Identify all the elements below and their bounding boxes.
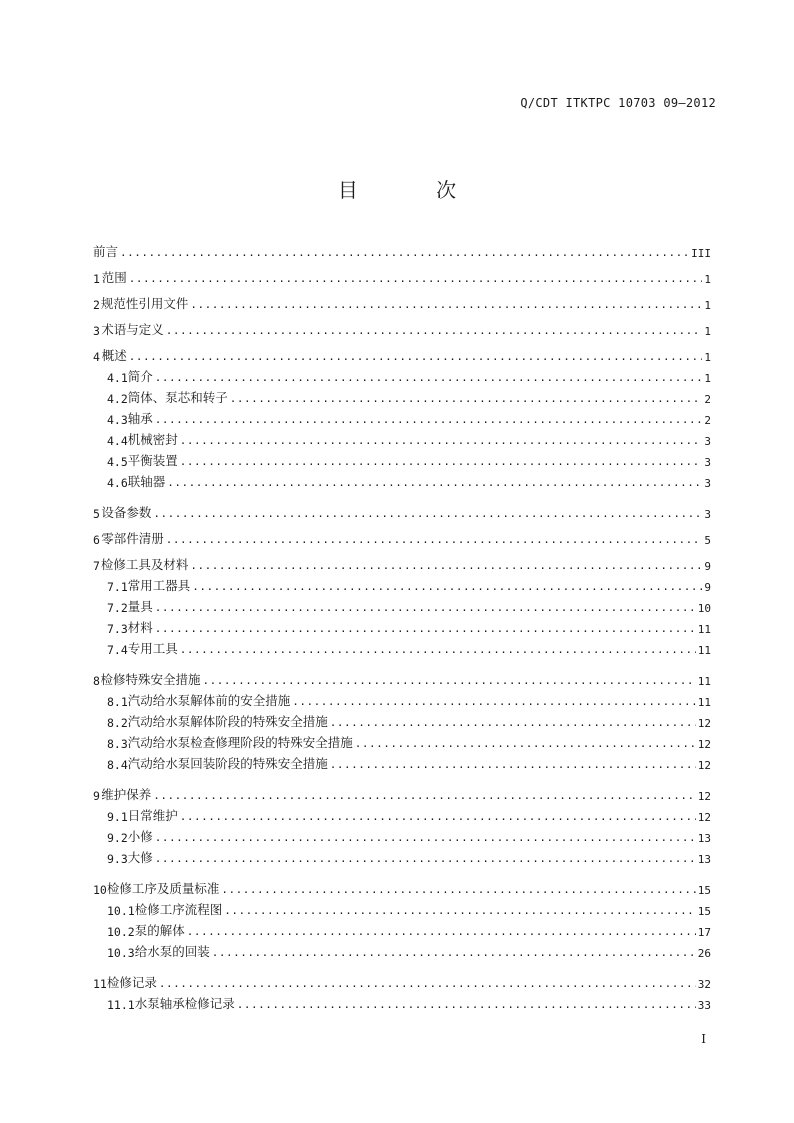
toc-page-number: 15 xyxy=(697,905,711,918)
toc-section-number: 10.2 xyxy=(107,925,135,939)
toc-page-number: 15 xyxy=(697,884,711,897)
toc-page-number: 10 xyxy=(697,602,711,615)
toc-dot-leader xyxy=(155,623,696,634)
toc-section-title: 量具 xyxy=(127,599,153,614)
toc-entry[interactable] xyxy=(93,991,711,1012)
toc-section-title: 平衡装置 xyxy=(127,453,178,468)
page-number: I xyxy=(701,1032,706,1046)
toc-dot-leader xyxy=(129,351,703,362)
toc-page-number: 12 xyxy=(697,759,711,772)
toc-entry[interactable] xyxy=(93,547,711,573)
toc-section-title: 给水泵的回装 xyxy=(134,944,210,959)
toc-section-number: 4 xyxy=(93,350,100,364)
toc-entry[interactable] xyxy=(93,939,711,960)
toc-entry[interactable] xyxy=(93,918,711,939)
toc-dot-leader xyxy=(155,414,703,425)
toc-section-title: 汽动给水泵回装阶段的特殊安全措施 xyxy=(127,756,328,771)
toc-section-title: 检修工序及质量标准 xyxy=(106,881,220,896)
toc-dot-leader xyxy=(221,884,695,895)
toc-dot-leader xyxy=(203,675,696,686)
toc-section-title: 泵的解体 xyxy=(134,923,185,938)
toc-section-number: 3 xyxy=(93,324,100,338)
toc-entry[interactable] xyxy=(93,427,711,448)
toc-page-number: 11 xyxy=(697,696,711,709)
toc-entry[interactable] xyxy=(93,662,711,688)
toc-section-number: 7.1 xyxy=(107,580,128,594)
toc-dot-leader xyxy=(187,926,696,937)
toc-entry[interactable] xyxy=(93,615,711,636)
toc-dot-leader xyxy=(180,435,703,446)
toc-entry[interactable] xyxy=(93,730,711,751)
toc-page-number: 11 xyxy=(697,623,711,636)
toc-dot-leader xyxy=(190,299,702,310)
toc-section-number: 4.3 xyxy=(107,413,128,427)
toc-dot-leader xyxy=(120,247,689,258)
toc-dot-leader xyxy=(166,325,703,336)
toc-section-title: 检修特殊安全措施 xyxy=(100,672,201,687)
toc-section-number: 11.1 xyxy=(107,998,135,1012)
toc-page-number: 12 xyxy=(697,717,711,730)
toc-dot-leader xyxy=(153,790,695,801)
toc-section-title: 水泵轴承检修记录 xyxy=(134,996,235,1011)
toc-section-title: 机械密封 xyxy=(127,432,178,447)
toc-section-title: 零部件清册 xyxy=(101,531,164,546)
toc-section-number: 2 xyxy=(93,298,100,312)
toc-entry[interactable] xyxy=(93,573,711,594)
toc-section-title: 规范性引用文件 xyxy=(100,296,189,311)
toc-section-number: 8.3 xyxy=(107,737,128,751)
toc-section-title: 设备参数 xyxy=(101,505,152,520)
toc-section-title: 轴承 xyxy=(127,411,153,426)
toc-page-number: 5 xyxy=(704,534,711,547)
toc-page-number: 1 xyxy=(704,273,711,286)
toc-section-title: 简介 xyxy=(127,369,153,384)
toc-entry[interactable] xyxy=(93,845,711,866)
toc-section-number: 8.2 xyxy=(107,716,128,730)
toc-section-number: 11 xyxy=(93,977,107,991)
toc-page-number: 32 xyxy=(697,978,711,991)
toc-entry[interactable] xyxy=(93,385,711,406)
toc-entry[interactable] xyxy=(93,495,711,521)
toc-section-title: 大修 xyxy=(127,850,153,865)
toc-section-title: 前言 xyxy=(93,244,119,259)
toc-section-number: 5 xyxy=(93,507,100,521)
toc-dot-leader xyxy=(155,602,696,613)
toc-entry[interactable] xyxy=(93,777,711,803)
toc-entry[interactable] xyxy=(93,338,711,364)
toc-entry[interactable] xyxy=(93,803,711,824)
toc-section-number: 8 xyxy=(93,674,100,688)
toc-dot-leader xyxy=(167,477,702,488)
toc-entry[interactable] xyxy=(93,871,711,897)
toc-dot-leader xyxy=(237,999,696,1010)
toc-section-title: 材料 xyxy=(127,620,153,635)
table-of-contents xyxy=(93,238,711,1012)
toc-section-title: 小修 xyxy=(127,829,153,844)
toc-entry[interactable] xyxy=(93,965,711,991)
toc-page-number: 3 xyxy=(704,508,711,521)
toc-entry[interactable] xyxy=(93,709,711,730)
toc-entry[interactable] xyxy=(93,286,711,312)
toc-page-number: 1 xyxy=(704,372,711,385)
toc-dot-leader xyxy=(180,811,696,822)
toc-section-title: 汽动给水泵检查修理阶段的特殊安全措施 xyxy=(127,735,353,750)
toc-page-number: 3 xyxy=(704,435,711,448)
toc-dot-leader xyxy=(155,832,696,843)
toc-section-title: 日常维护 xyxy=(127,808,178,823)
page-title: 目 次 xyxy=(337,178,493,202)
toc-section-number: 4.5 xyxy=(107,455,128,469)
toc-page-number: 1 xyxy=(704,325,711,338)
toc-section-number: 10.1 xyxy=(107,904,135,918)
toc-section-number: 8.4 xyxy=(107,758,128,772)
toc-dot-leader xyxy=(330,759,696,770)
toc-page-number: 12 xyxy=(697,790,711,803)
toc-section-number: 7.2 xyxy=(107,601,128,615)
toc-section-title: 常用工器具 xyxy=(127,578,191,593)
toc-page-number: 3 xyxy=(704,477,711,490)
toc-section-title: 检修工具及材料 xyxy=(100,557,189,572)
toc-section-number: 7.3 xyxy=(107,622,128,636)
toc-dot-leader xyxy=(192,581,702,592)
toc-section-number: 1 xyxy=(93,272,100,286)
toc-dot-leader xyxy=(212,947,696,958)
toc-page-number: 13 xyxy=(697,853,711,866)
toc-section-title: 检修记录 xyxy=(106,975,157,990)
toc-section-number: 9 xyxy=(93,789,100,803)
toc-page-number: 9 xyxy=(704,581,711,594)
toc-page-number: 3 xyxy=(704,456,711,469)
toc-section-title: 联轴器 xyxy=(127,474,166,489)
toc-entry[interactable] xyxy=(93,364,711,385)
toc-page-number: 26 xyxy=(697,947,711,960)
toc-section-number: 4.1 xyxy=(107,371,128,385)
toc-section-number: 4.2 xyxy=(107,392,128,406)
toc-entry[interactable] xyxy=(93,636,711,657)
toc-dot-leader xyxy=(180,456,703,467)
toc-page-number: III xyxy=(691,247,711,260)
toc-entry[interactable] xyxy=(93,312,711,338)
toc-dot-leader xyxy=(330,717,696,728)
toc-dot-leader xyxy=(190,560,702,571)
toc-entry[interactable] xyxy=(93,260,711,286)
toc-section-number: 9.3 xyxy=(107,852,128,866)
toc-page-number: 13 xyxy=(697,832,711,845)
toc-section-title: 专用工具 xyxy=(127,641,178,656)
toc-dot-leader xyxy=(153,508,702,519)
toc-dot-leader xyxy=(159,978,696,989)
toc-dot-leader xyxy=(155,372,703,383)
toc-section-title: 维护保养 xyxy=(101,787,152,802)
toc-section-number: 4.6 xyxy=(107,476,128,490)
toc-entry[interactable] xyxy=(93,751,711,772)
toc-dot-leader xyxy=(355,738,696,749)
toc-entry[interactable] xyxy=(93,469,711,490)
toc-dot-leader xyxy=(224,905,696,916)
toc-section-title: 汽动给水泵解体阶段的特殊安全措施 xyxy=(127,714,328,729)
toc-section-number: 10 xyxy=(93,883,107,897)
toc-page-number: 11 xyxy=(697,644,711,657)
toc-entry[interactable] xyxy=(93,521,711,547)
toc-page-number: 2 xyxy=(704,414,711,427)
toc-section-title: 术语与定义 xyxy=(101,322,164,337)
toc-page-number: 12 xyxy=(697,738,711,751)
toc-page-number: 12 xyxy=(697,811,711,824)
toc-dot-leader xyxy=(166,534,703,545)
toc-dot-leader xyxy=(230,393,703,404)
toc-page-number: 1 xyxy=(704,351,711,364)
toc-section-title: 概述 xyxy=(101,348,127,363)
toc-entry[interactable] xyxy=(93,406,711,427)
toc-section-number: 7 xyxy=(93,559,100,573)
toc-section-number: 9.1 xyxy=(107,810,128,824)
toc-dot-leader xyxy=(292,696,695,707)
toc-section-number: 6 xyxy=(93,533,100,547)
toc-section-number: 7.4 xyxy=(107,643,128,657)
toc-entry[interactable] xyxy=(93,448,711,469)
toc-section-number: 9.2 xyxy=(107,831,128,845)
toc-dot-leader xyxy=(155,853,696,864)
toc-page-number: 2 xyxy=(704,393,711,406)
toc-dot-leader xyxy=(129,273,703,284)
toc-section-number: 4.4 xyxy=(107,434,128,448)
toc-section-number: 8.1 xyxy=(107,695,128,709)
toc-dot-leader xyxy=(180,644,696,655)
toc-page-number: 33 xyxy=(697,999,711,1012)
document-code: Q/CDT ITKTPC 10703 09—2012 xyxy=(520,96,716,110)
toc-entry[interactable] xyxy=(93,594,711,615)
toc-page-number: 11 xyxy=(697,675,711,688)
toc-entry[interactable] xyxy=(93,824,711,845)
toc-page-number: 1 xyxy=(704,299,711,312)
toc-entry[interactable] xyxy=(93,688,711,709)
toc-page-number: 9 xyxy=(704,560,711,573)
toc-section-title: 汽动给水泵解体前的安全措施 xyxy=(127,693,291,708)
toc-entry[interactable] xyxy=(93,238,711,260)
toc-section-number: 10.3 xyxy=(107,946,135,960)
toc-section-title: 检修工序流程图 xyxy=(134,902,223,917)
toc-entry[interactable] xyxy=(93,897,711,918)
toc-section-title: 筒体、泵芯和转子 xyxy=(127,390,228,405)
toc-page-number: 17 xyxy=(697,926,711,939)
toc-section-title: 范围 xyxy=(101,270,127,285)
